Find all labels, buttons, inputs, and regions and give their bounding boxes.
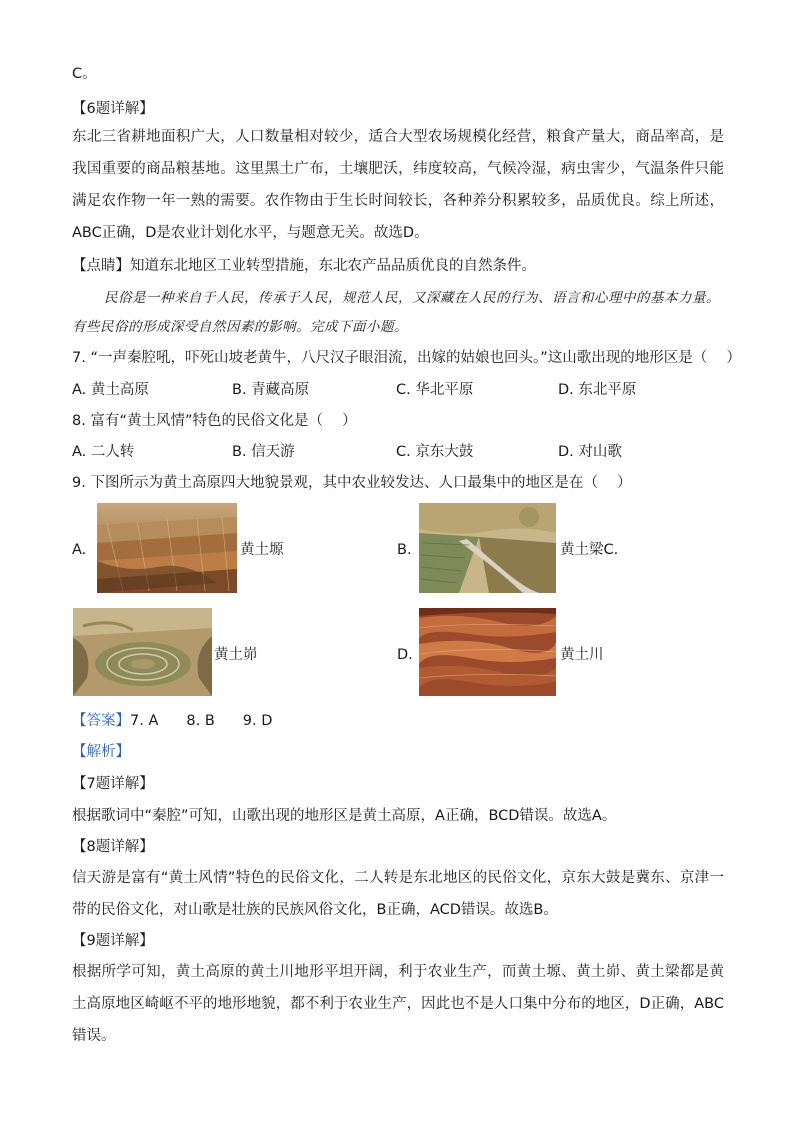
reading-intro-line-2: 有些民俗的形成深受自然因素的影响。完成下面小题。	[72, 319, 408, 335]
answer-q8: 8. B	[186, 713, 215, 729]
loess-ridge-photo	[419, 503, 556, 593]
analysis-label: 【解析】	[72, 744, 130, 760]
loess-tableland-photo	[97, 503, 237, 593]
previous-answer-end: C。	[72, 66, 97, 82]
q9-option-b-letter: B.	[397, 542, 412, 558]
q7-stem: 7. “一声秦腔吼，吓死山坡老黄牛，八尺汉子眼泪流，出嫁的姑娘也回头。”这山歌出现的地形区是（ ）	[72, 350, 741, 366]
loess-river-plain-photo	[419, 608, 556, 696]
q8-option-d: D. 对山歌	[558, 444, 622, 460]
q9-explanation: 根据所学可知，黄土高原的黄土川地形平坦开阔，利于农业生产，而黄土塬、黄土峁、黄土梁都是黄土高原地区崎岖不平的地形地貌，都不利于农业生产，因此也不是人口集中分布的地区，D正确，ABC错误。	[72, 964, 724, 1044]
q6-key-points: 【点睛】知道东北地区工业转型措施，东北农产品品质优良的自然条件。	[72, 258, 536, 274]
reading-intro-line-1: 民俗是一种来自于人民，传承于人民，规范人民，又深藏在人民的行为、语言和心理中的基本力量。	[104, 290, 720, 306]
q9-heading: 【9题详解】	[72, 933, 154, 949]
q8-option-c: C. 京东大鼓	[396, 444, 474, 460]
q8-heading: 【8题详解】	[72, 839, 154, 855]
q7-heading: 【7题详解】	[72, 776, 154, 792]
q8-option-b: B. 信天游	[232, 444, 295, 460]
answer-label: 【答案】	[72, 713, 130, 729]
q9-option-c-name: 黄土峁	[214, 647, 258, 663]
q7-option-b: B. 青藏高原	[232, 382, 310, 398]
q6-explanation: 东北三省耕地面积广大，人口数量相对较少，适合大型农场规模化经营，粮食产量大，商品率高，是我国重要的商品粮基地。这里黑土广布，土壤肥沃，纬度较高，气候冷湿，病虫害少，气温条件只能满足农作物一年一熟的需要。农作物由于生长时间较长，各种养分积累较多，品质优良。综上所述，ABC正确，D是农业计划化水平，与题意无关。故选D。	[72, 129, 724, 241]
answer-q9: 9. D	[242, 713, 273, 729]
q9-option-d-name: 黄土川	[560, 647, 604, 663]
q8-option-a: A. 二人转	[72, 444, 135, 460]
q6-heading: 【6题详解】	[72, 101, 154, 117]
loess-hill-photo	[73, 608, 212, 696]
q7-explanation: 根据歌词中“秦腔”可知，山歌出现的地形区是黄土高原，A正确，BCD错误。故选A。	[72, 808, 617, 824]
q8-explanation: 信天游是富有“黄土风情”特色的民俗文化，二人转是东北地区的民俗文化，京东大鼓是冀东、京津一带的民俗文化，对山歌是壮族的民族风俗文化，B正确，ACD错误。故选B。	[72, 870, 724, 918]
q9-option-a-letter: A.	[72, 542, 87, 558]
answer-q7: 7. A	[130, 713, 159, 729]
q9-option-a-name: 黄土塬	[240, 542, 284, 558]
q8-stem: 8. 富有“黄土风情”特色的民俗文化是（ ）	[72, 413, 357, 429]
q9-option-d-letter: D.	[397, 647, 413, 663]
q9-option-b-name: 黄土梁C.	[560, 542, 619, 558]
q7-option-d: D. 东北平原	[558, 382, 637, 398]
answer-line	[72, 711, 272, 731]
q9-stem: 9. 下图所示为黄土高原四大地貌景观，其中农业较发达、人口最集中的地区是在（ ）	[72, 475, 632, 491]
q7-option-c: C. 华北平原	[396, 382, 474, 398]
q7-option-a: A. 黄土高原	[72, 382, 149, 398]
